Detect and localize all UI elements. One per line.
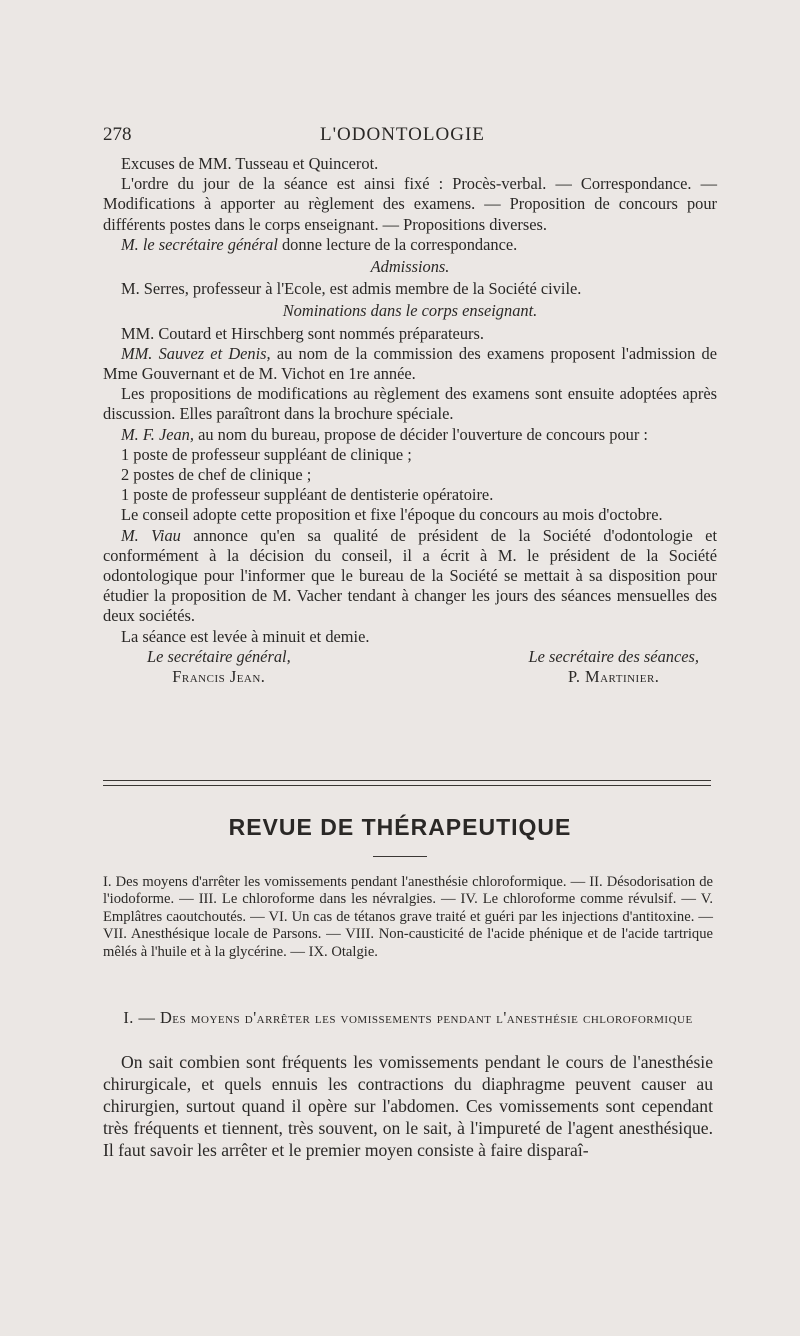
list-item: 1 poste de professeur suppléant de dentisterie opératoire. (121, 485, 494, 505)
paragraph-ordre-du-jour: L'ordre du jour de la séance est ainsi fixé : Procès-verbal. — Correspondance. — Modifications à apporter au règlement des examens. — Proposition de concours pour différents postes dans le corps enseignant. — Propositions diverses. (103, 174, 717, 234)
speaker-name: M. Viau (121, 525, 181, 545)
summary-text: I. Des moyens d'arrêter les vomissements pendant l'anesthésie chloroformique. — II. Désodorisation de l'iodoforme. — III. Le chloroforme dans les névralgies. — IV. Le chloroforme comme révulsif. — V. Emplâtres caoutchoutés. — VI. Un cas de tétanos grave traité et guéri par les injections d'antitoxine. — VII. Anesthésique locale de Parsons. — VIII. Non-causticité de l'acide phénique et de l'acide tartrique mêlés à l'huile et à la glycérine. — IX. Otalgie. (103, 874, 713, 960)
paragraph-sauvez (103, 344, 717, 384)
paragraph-levee: La séance est levée à minuit et demie. (121, 626, 370, 646)
article-heading (103, 1008, 713, 1028)
list-item: 1 poste de professeur suppléant de clinique ; (121, 444, 412, 464)
signature-title: Le secrétaire des séances, (528, 646, 699, 666)
signature-title: Le secrétaire général, (147, 646, 291, 666)
paragraph-serres: M. Serres, professeur à l'Ecole, est admis membre de la Société civile. (121, 279, 582, 299)
speaker-name: M. le secrétaire général (121, 234, 278, 254)
paragraph-text: annonce qu'en sa qualité de président de la Société d'odontologie et conformément à la décision du conseil, il a écrit à M. le président de la Société odontologique pour l'informer que le bureau de la Société se mettait à sa disposition pour étudier la proposition de M. Vacher tendant à changer les jours des séances mensuelles des deux sociétés. (103, 525, 718, 626)
section-summary (103, 874, 713, 961)
paragraph-coutard: MM. Coutard et Hirschberg sont nommés préparateurs. (121, 323, 484, 343)
list-item: 2 postes de chef de clinique ; (121, 465, 312, 485)
paragraph-jean (103, 425, 717, 445)
heading-admissions: Admissions. (370, 257, 450, 277)
article-paragraph: On sait combien sont fréquents les vomissements pendant le cours de l'anesthésie chirurgicale, et quels ennuis les contractions du diaphragme peuvent causer au chirurgien, surtout quand il opère sur l'abdomen. Ces vomissements sont cependant très fréquents et tiennent, très souvent, on le sait, à l'impureté de l'agent anesthésique. Il faut savoir les arrêter et le premier moyen consiste à faire disparaî- (103, 1052, 713, 1160)
heading-nominations: Nominations dans le corps enseignant. (282, 301, 538, 321)
section-title: REVUE DE THÉRAPEUTIQUE (228, 814, 572, 840)
double-rule-bottom (103, 785, 711, 786)
running-title: L'ODONTOLOGIE (320, 124, 485, 145)
double-rule-top (103, 780, 711, 781)
signature-right (528, 647, 699, 687)
title-divider (373, 856, 427, 857)
signature-name: Francis Jean. (172, 667, 266, 687)
minutes-text (103, 154, 717, 687)
paragraph-text: au nom de la commission des examens proposent l'admission de Mme Gouvernant et de M. Vichot en 1re année. (103, 343, 717, 384)
article-body (103, 1051, 713, 1161)
speaker-name: M. F. Jean, (121, 424, 194, 444)
signatures (103, 647, 717, 687)
paragraph-propositions: Les propositions de modifications au règlement des examens sont ensuite adoptées après discussion. Elles paraîtront dans la brochure spéciale. (103, 384, 717, 424)
paragraph-excuses: Excuses de MM. Tusseau et Quincerot. (121, 154, 379, 173)
speaker-name: MM. Sauvez et Denis, (121, 343, 271, 363)
paragraph-text: au nom du bureau, propose de décider l'ouverture de concours pour : (193, 424, 648, 444)
article-heading-text: I. — Des moyens d'arrêter les vomissements pendant l'anesthésie chloroformique (123, 1008, 693, 1027)
paragraph-viau (103, 526, 717, 627)
paragraph-correspondance (103, 235, 717, 255)
page-header (0, 124, 800, 148)
paragraph-text: donne lecture de la correspondance. (277, 234, 518, 254)
signature-name: P. Martinier. (568, 667, 660, 687)
signature-left (147, 647, 291, 687)
page-number: 278 (103, 124, 132, 145)
paragraph-conseil: Le conseil adopte cette proposition et fixe l'époque du concours au mois d'octobre. (121, 505, 663, 525)
